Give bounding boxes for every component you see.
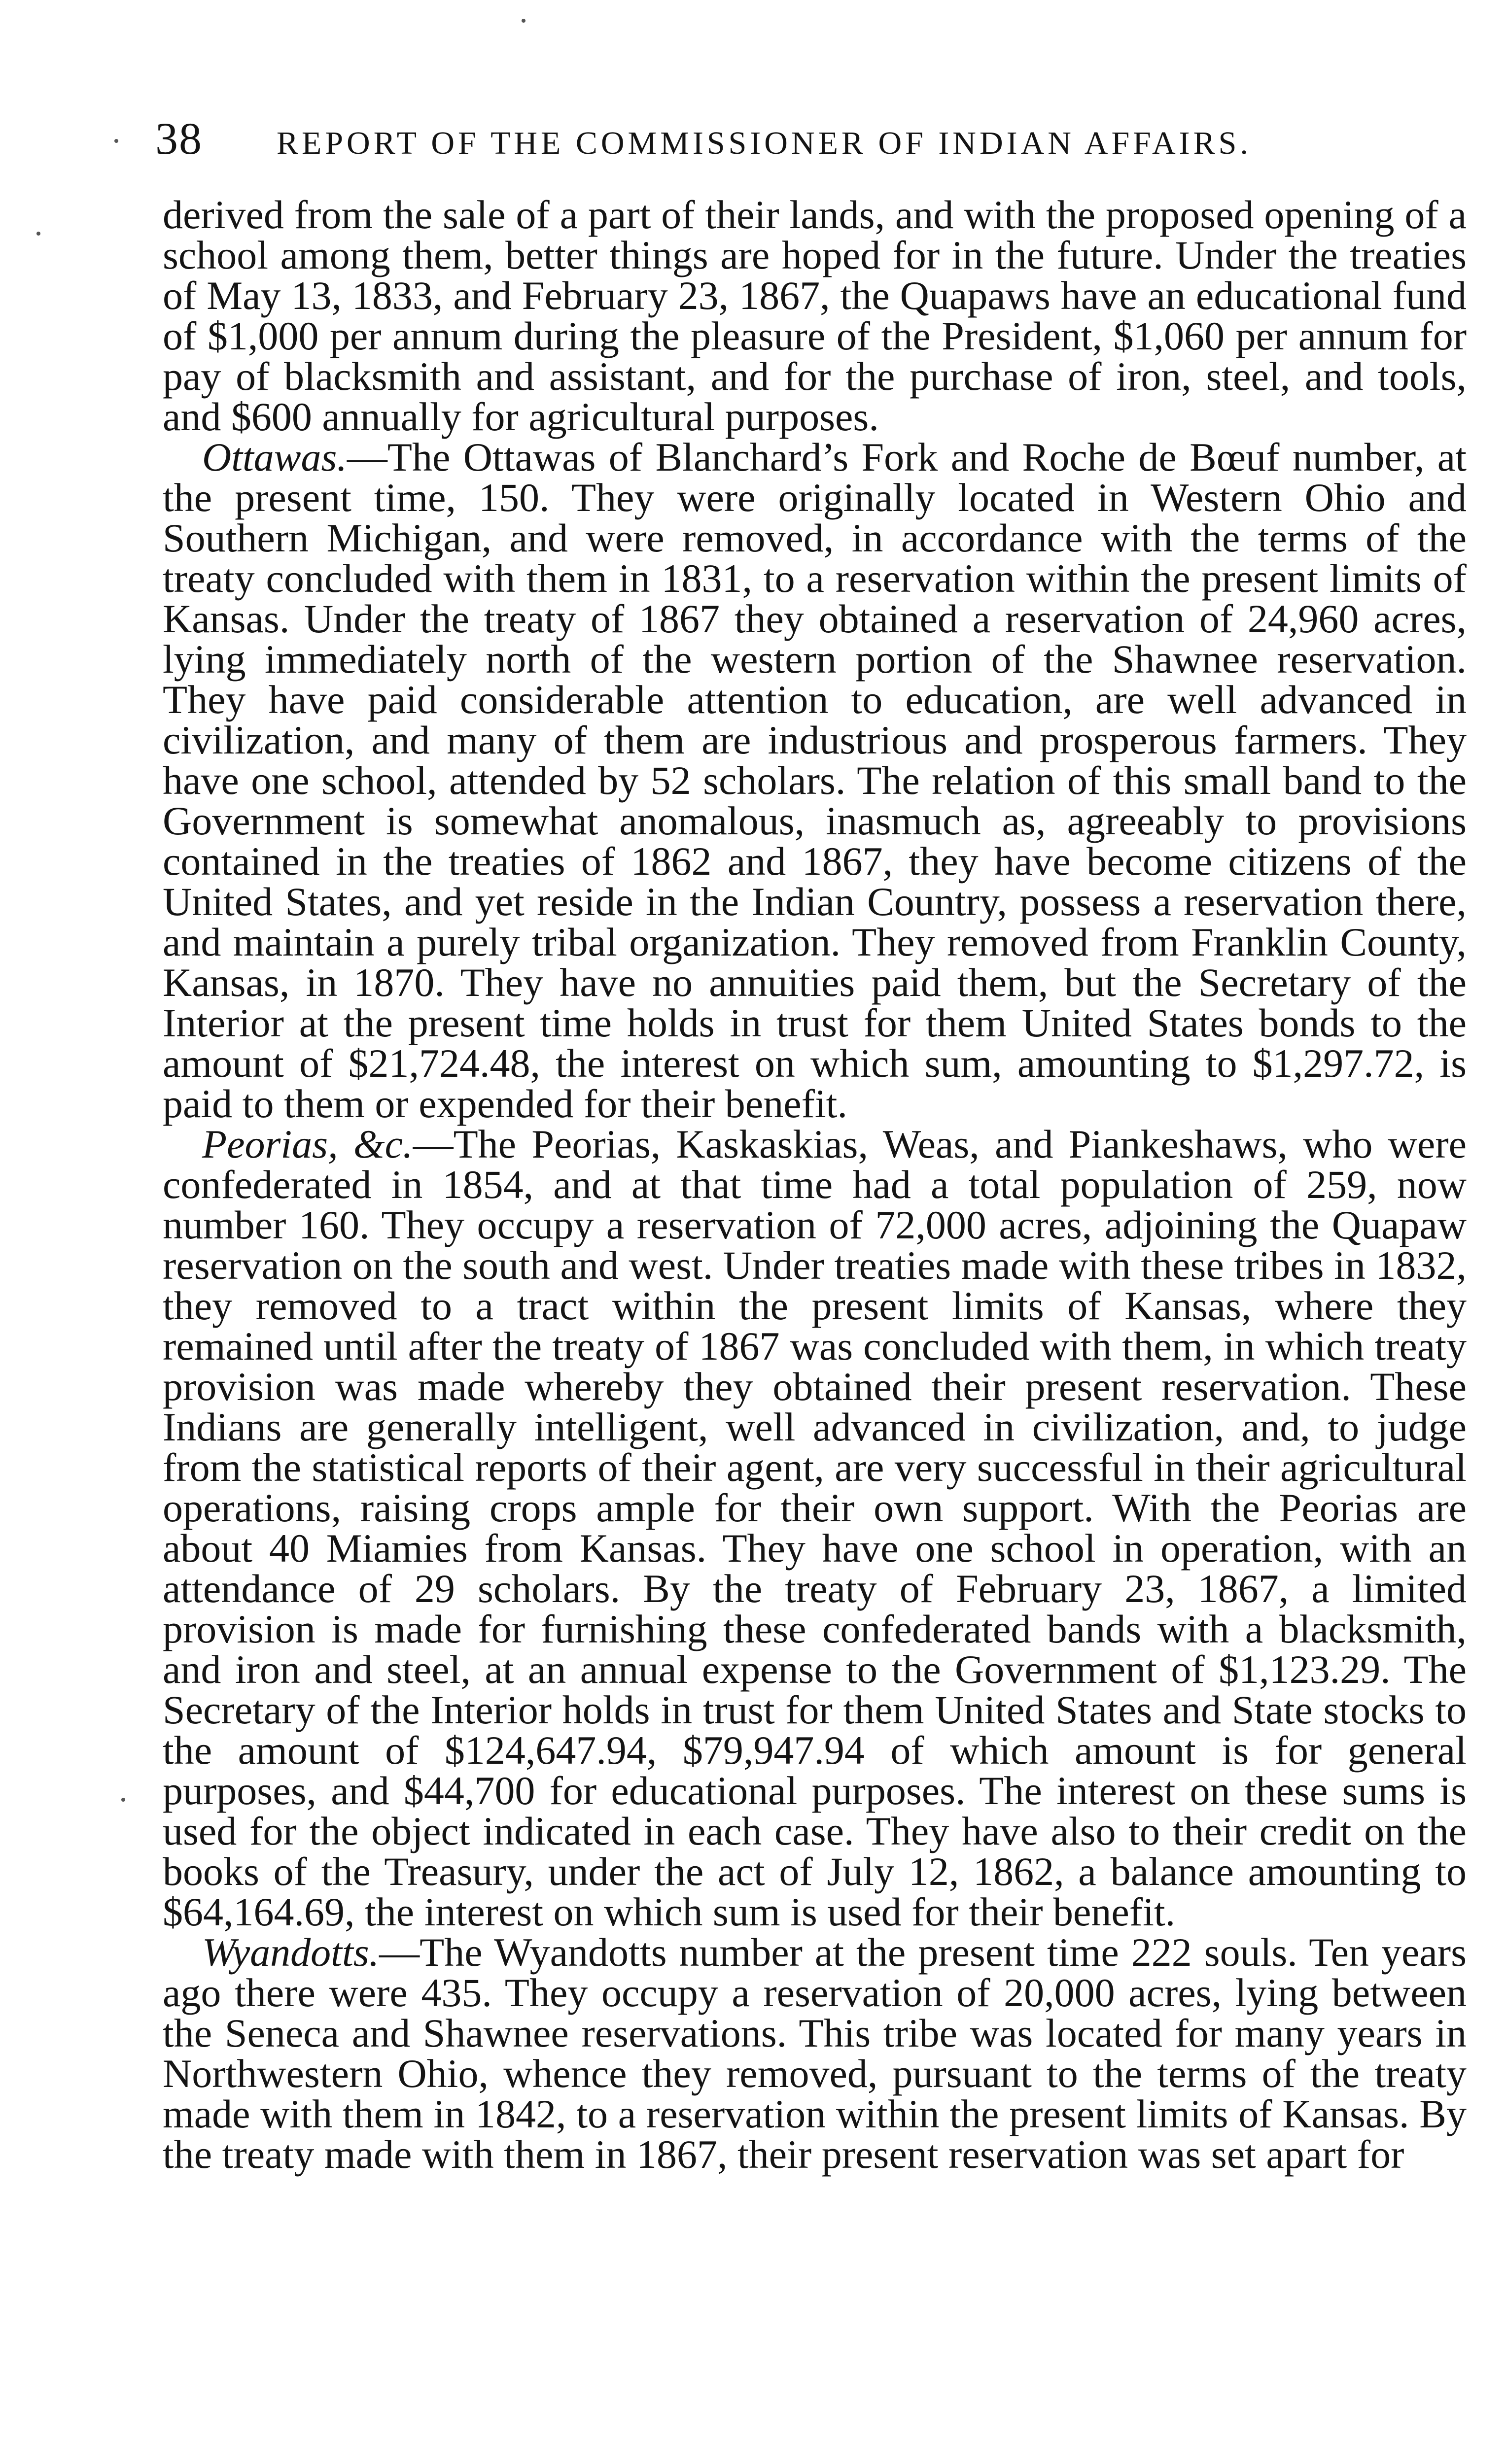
paragraph-text: —The Wyandotts number at the present time 222 souls. Ten years ago there were 435. They occupy a reservation of 20,000 acres, lying between the Seneca and Shawnee reservations. This tribe was located for many years in Northwestern Ohio, whence they removed, pursuant to the terms of the treaty made with them in 1842, to a reservation within the present limits of Kansas. By the treaty made with them in 1867, their present reservation was set apart for	[163, 1930, 1467, 2177]
paragraph-lead: Wyandotts.	[202, 1930, 380, 1975]
paragraph-text: —The Peorias, Kaskaskias, Weas, and Piankeshaws, who were confederated in 1854, and at that time had a total population of 259, now number 160. They occupy a reservation of 72,000 acres, adjoining the Quapaw reservation on the south and west. Under treaties made with these tribes in 1832, they removed to a tract within the present limits of Kansas, where they remained until after the treaty of 1867 was concluded with them, in which treaty provision was made whereby they obtained their present reservation. These Indians are generally intelligent, well advanced in civilization, and, to judge from the statistical reports of their agent, are very successful in their agricultural operations, raising crops ample for their own support. With the Peorias are about 40 Miamies from Kansas. They have one school in operation, with an attendance of 29 scholars. By the treaty of February 23, 1867, a limited provision is made for furnishing these confederated bands with a blacksmith, and iron and steel, at an annual expense to the Government of $1,123.29. The Secretary of the Interior holds in trust for them United States and State stocks to the amount of $124,647.94, $79,947.94 of which amount is for general purposes, and $44,700 for educational purposes. The interest on these sums is used for the object indicated in each case. They have also to their credit on the books of the Treasury, under the act of July 12, 1862, a balance amounting to $64,164.69, the interest on which sum is used for their benefit.	[163, 1122, 1467, 1934]
body-text	[163, 192, 1467, 2177]
paragraph-ottawas	[163, 437, 1467, 1124]
paragraph-peorias	[163, 1124, 1467, 1932]
paragraph-continuation	[163, 192, 1467, 439]
page-number: 38	[155, 113, 203, 164]
paragraph-text: derived from the sale of a part of their lands, and with the proposed opening of a school among them, better things are hoped for in the future. Under the treaties of May 13, 1833, and February 23, 1867, the Quapaws have an educational fund of $1,000 per annum during the pleasure of the President, $1,060 per annum for pay of blacksmith and assistant, and for the purchase of iron, steel, and tools, and $600 annually for agricultural purposes.	[163, 192, 1467, 439]
ink-speck	[522, 19, 525, 23]
paragraph-wyandotts	[163, 1932, 1467, 2175]
paragraph-lead: Peorias, &c.	[202, 1122, 413, 1166]
ink-speck	[114, 139, 118, 143]
paragraph-lead: Ottawas.	[202, 435, 347, 479]
page-header	[155, 112, 1467, 171]
ink-speck	[121, 1798, 125, 1802]
running-head: REPORT OF THE COMMISSIONER OF INDIAN AFFAIRS.	[277, 125, 1252, 161]
ink-speck	[36, 232, 40, 236]
paragraph-text: —The Ottawas of Blanchard’s Fork and Roche de Bœuf number, at the present time, 150. They were originally located in Western Ohio and Southern Michigan, and were removed, in accordance with the terms of the treaty concluded with them in 1831, to a reservation within the present limits of Kansas. Under the treaty of 1867 they obtained a reservation of 24,960 acres, lying immediately north of the western portion of the Shawnee reservation. They have paid considerable attention to education, are well advanced in civilization, and many of them are industrious and prosperous farmers. They have one school, attended by 52 scholars. The relation of this small band to the Government is somewhat anomalous, inasmuch as, agreeably to provisions contained in the treaties of 1862 and 1867, they have become citizens of the United States, and yet reside in the Indian Country, possess a reservation there, and maintain a purely tribal organization. They removed from Franklin County, Kansas, in 1870. They have no annuities paid them, but the Secretary of the Interior at the present time holds in trust for them United States bonds to the amount of $21,724.48, the interest on which sum, amounting to $1,297.72, is paid to them or expended for their benefit.	[163, 435, 1467, 1126]
